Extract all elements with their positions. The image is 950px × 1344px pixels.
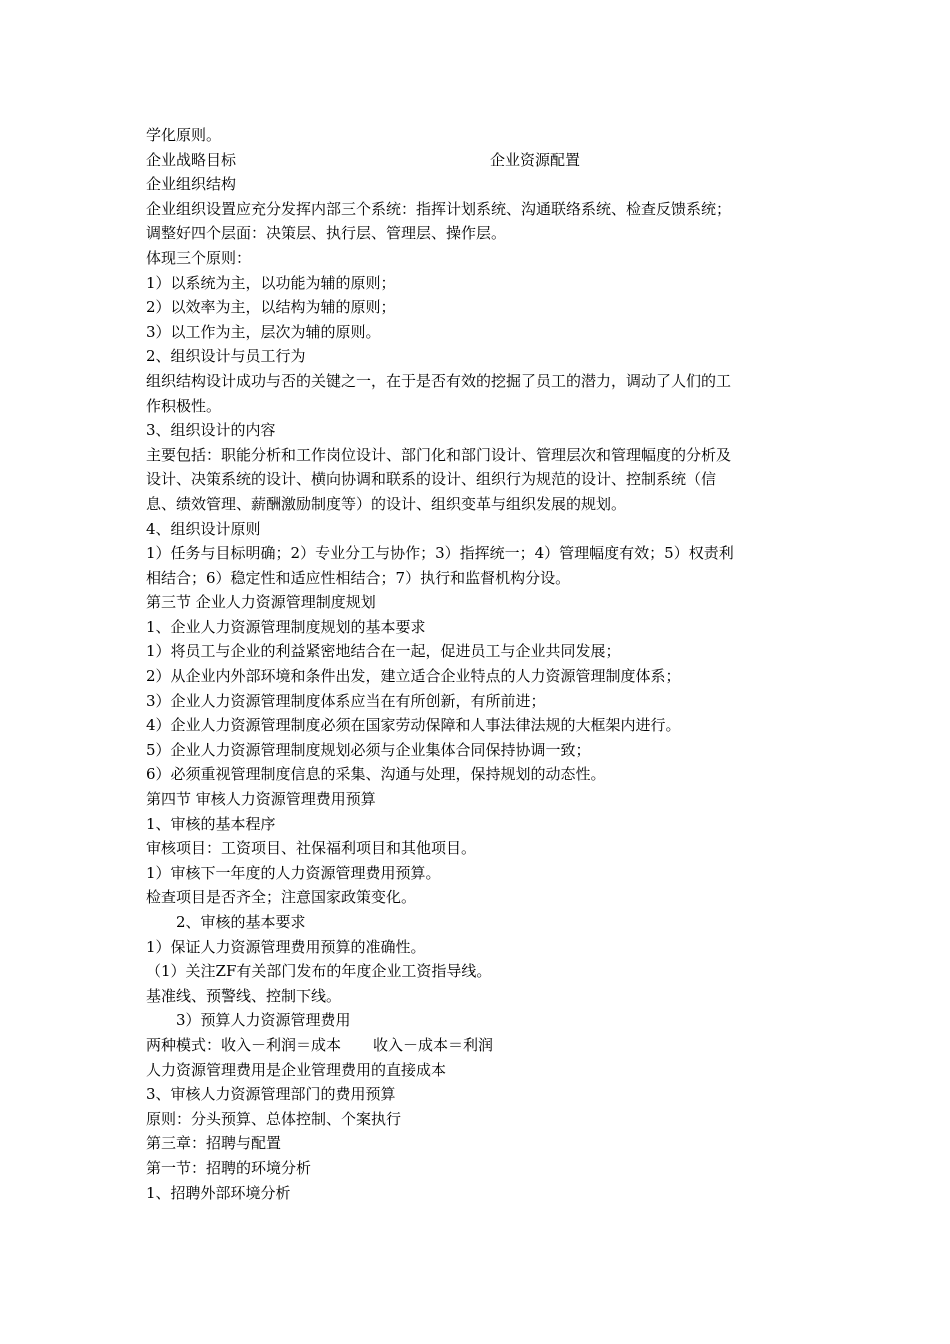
section-heading: 第三节 企业人力资源管理制度规划 bbox=[146, 593, 376, 612]
text-line-formula bbox=[146, 1033, 806, 1058]
list-item: 2）以效率为主，以结构为辅的原则； bbox=[146, 298, 396, 317]
list-item: 1）将员工与企业的利益紧密地结合在一起，促进员工与企业共同发展； bbox=[146, 642, 621, 661]
text-line: 调整好四个层面：决策层、执行层、管理层、操作层。 bbox=[146, 224, 507, 243]
section-heading: 3、组织设计的内容 bbox=[146, 421, 276, 440]
chapter-heading: 第三章：招聘与配置 bbox=[146, 1134, 282, 1153]
section-heading: 4、组织设计原则 bbox=[146, 519, 261, 538]
document-body bbox=[146, 123, 806, 1205]
text-line: 人力资源管理费用是企业管理费用的直接成本 bbox=[146, 1060, 447, 1079]
section-heading: 1、审核的基本程序 bbox=[146, 814, 276, 833]
text-line: 审核项目：工资项目、社保福利项目和其他项目。 bbox=[146, 839, 477, 858]
text-line: 企业组织结构 bbox=[146, 175, 237, 194]
text-line: 检查项目是否齐全；注意国家政策变化。 bbox=[146, 888, 417, 907]
text-line: 主要包括：职能分析和工作岗位设计、部门化和部门设计、管理层次和管理幅度的分析及 bbox=[146, 445, 732, 464]
text-line: 原则：分头预算、总体控制、个案执行 bbox=[146, 1109, 402, 1128]
list-item: 3）企业人力资源管理制度体系应当在有所创新，有所前进； bbox=[146, 691, 546, 710]
text-line: 设计、决策系统的设计、横向协调和联系的设计、组织行为规范的设计、控制系统（信 bbox=[146, 470, 717, 489]
formula-one: 两种模式：收入－利润＝成本 bbox=[146, 1035, 342, 1054]
list-item: 6）必须重视管理制度信息的采集、沟通与处理，保持规划的动态性。 bbox=[146, 765, 606, 784]
right-column-text: 企业资源配置 bbox=[490, 150, 581, 169]
text-line: 企业组织设置应充分发挥内部三个系统：指挥计划系统、沟通联络系统、检查反馈系统； bbox=[146, 199, 732, 218]
list-item: 1）审核下一年度的人力资源管理费用预算。 bbox=[146, 863, 441, 882]
text-line: 1）任务与目标明确；2）专业分工与协作；3）指挥统一；4）管理幅度有效；5）权责利 bbox=[146, 544, 734, 563]
text-line: 体现三个原则： bbox=[146, 248, 252, 267]
list-item: 5）企业人力资源管理制度规划必须与企业集体合同保持协调一致； bbox=[146, 740, 591, 759]
text-line: 息、绩效管理、薪酬激励制度等）的设计、组织变革与组织发展的规划。 bbox=[146, 494, 627, 513]
text-line: 基准线、预警线、控制下线。 bbox=[146, 986, 342, 1005]
text-line-two-column bbox=[146, 148, 806, 173]
section-heading: 2、审核的基本要求 bbox=[176, 913, 306, 931]
list-item: 1）以系统为主，以功能为辅的原则； bbox=[146, 273, 396, 292]
section-heading: 3、审核人力资源管理部门的费用预算 bbox=[146, 1085, 396, 1104]
section-heading: 2、组织设计与员工行为 bbox=[146, 347, 306, 366]
text-line: 组织结构设计成功与否的关键之一，在于是否有效的挖掘了员工的潜力，调动了人们的工 bbox=[146, 371, 732, 390]
formula-two: 收入－成本＝利润 bbox=[373, 1035, 494, 1054]
text-line: 学化原则。 bbox=[146, 126, 222, 144]
list-item: （1）关注ZF有关部门发布的年度企业工资指导线。 bbox=[146, 962, 492, 981]
list-item: 1）保证人力资源管理费用预算的准确性。 bbox=[146, 937, 426, 956]
text-line: 作积极性。 bbox=[146, 396, 222, 415]
section-heading: 第四节 审核人力资源管理费用预算 bbox=[146, 790, 376, 809]
left-column-text: 企业战略目标 bbox=[146, 150, 237, 169]
list-item: 2）从企业内外部环境和条件出发，建立适合企业特点的人力资源管理制度体系； bbox=[146, 667, 681, 686]
list-item: 3）预算人力资源管理费用 bbox=[176, 1011, 351, 1030]
text-line: 相结合；6）稳定性和适应性相结合；7）执行和监督机构分设。 bbox=[146, 568, 571, 587]
list-item: 4）企业人力资源管理制度必须在国家劳动保障和人事法律法规的大框架内进行。 bbox=[146, 716, 681, 735]
section-heading: 第一节：招聘的环境分析 bbox=[146, 1158, 312, 1177]
section-heading: 1、招聘外部环境分析 bbox=[146, 1183, 291, 1202]
list-item: 3）以工作为主，层次为辅的原则。 bbox=[146, 322, 381, 341]
section-heading: 1、企业人力资源管理制度规划的基本要求 bbox=[146, 617, 426, 636]
